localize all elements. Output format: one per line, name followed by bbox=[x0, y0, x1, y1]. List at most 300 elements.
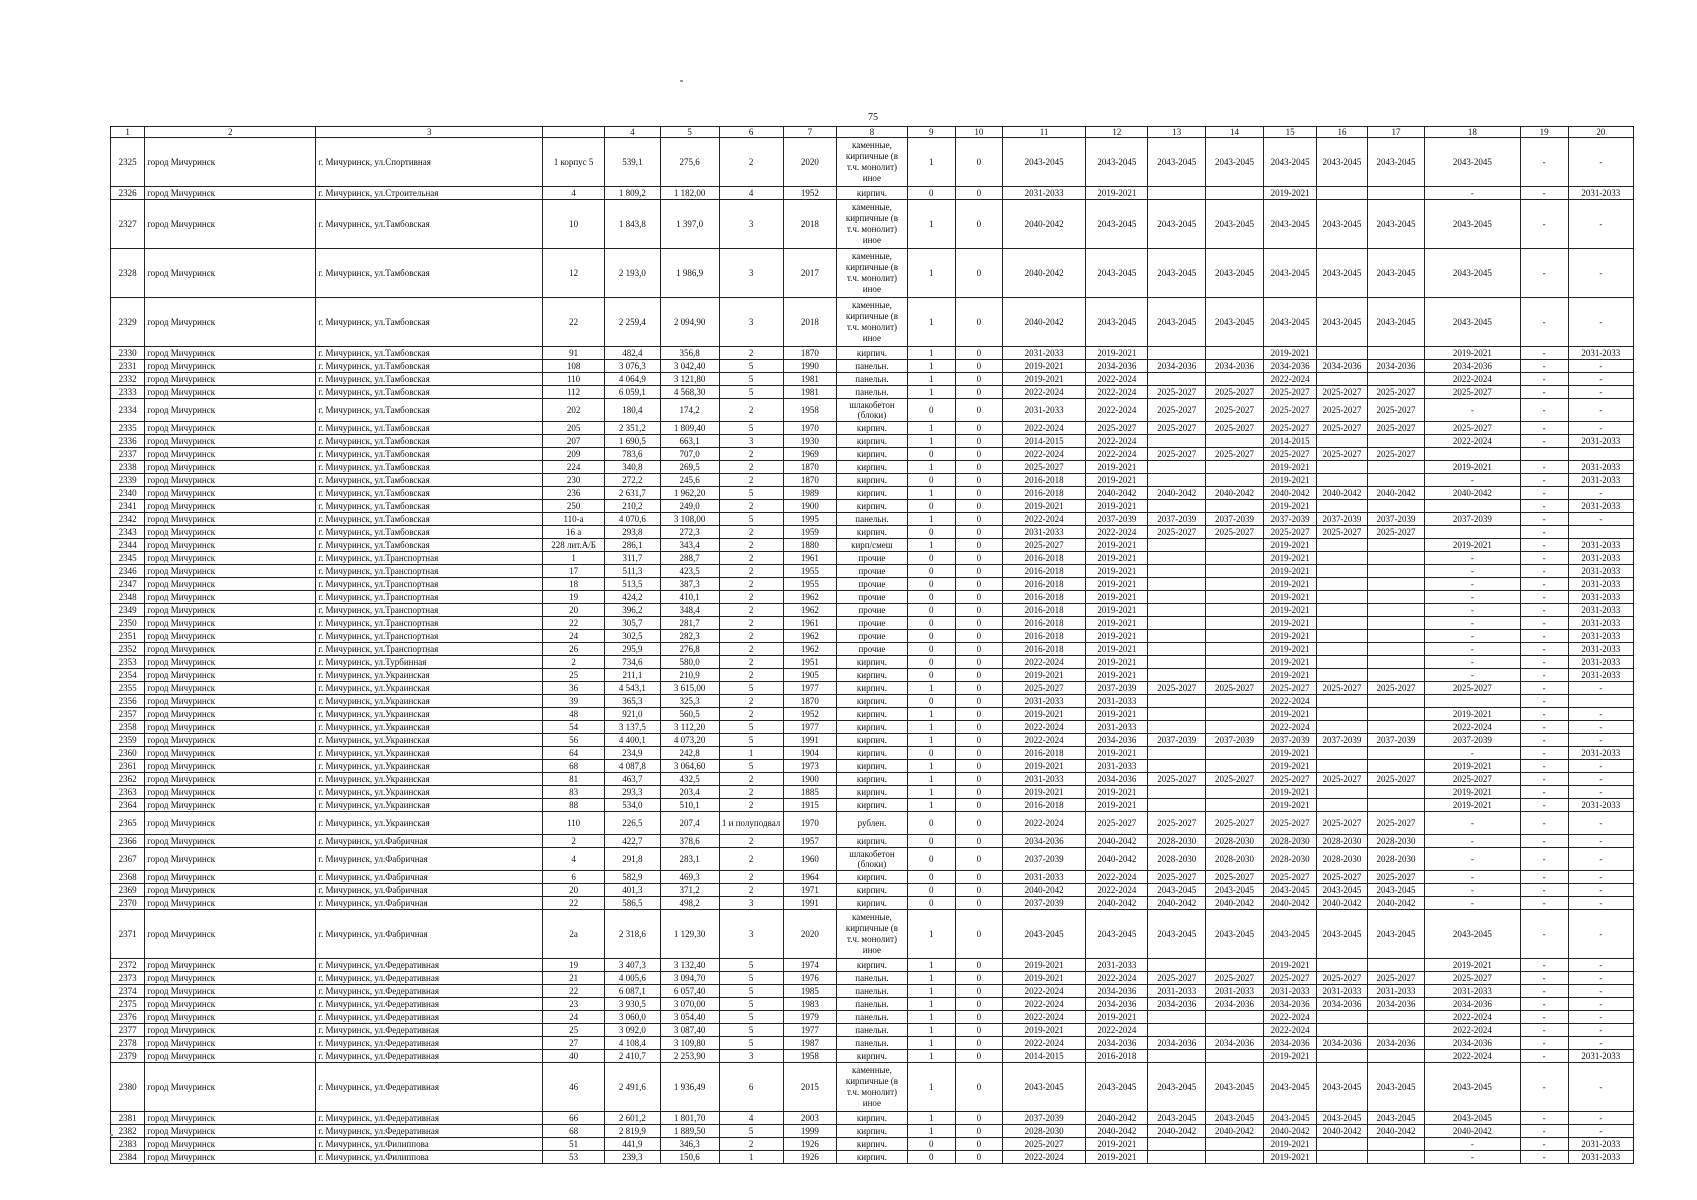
table-cell: 0 bbox=[955, 799, 1002, 812]
table-cell: 0 bbox=[955, 721, 1002, 734]
table-cell: 2040-2042 bbox=[1206, 487, 1264, 500]
table-cell: г. Мичуринск, ул.Тамбовская bbox=[316, 526, 543, 539]
table-cell: город Мичуринск bbox=[145, 871, 316, 884]
table-cell: 2043-2045 bbox=[1367, 138, 1425, 187]
table-row bbox=[111, 1024, 1634, 1037]
table-cell: 1 bbox=[907, 1112, 955, 1125]
table-cell: 469,3 bbox=[660, 871, 719, 884]
table-cell: 2330 bbox=[111, 347, 145, 360]
table-cell: 2037-2039 bbox=[1086, 682, 1148, 695]
table-row bbox=[111, 360, 1634, 373]
table-cell: г. Мичуринск, ул.Транспортная bbox=[316, 604, 543, 617]
table-cell: г. Мичуринск, ул.Тамбовская bbox=[316, 448, 543, 461]
registry-table-body bbox=[111, 127, 1634, 1164]
table-cell: 0 bbox=[955, 565, 1002, 578]
table-cell: - bbox=[1520, 760, 1568, 773]
table-cell: 2034-2036 bbox=[1263, 1037, 1316, 1050]
table-cell: 2019-2021 bbox=[1086, 552, 1148, 565]
table-cell bbox=[1206, 435, 1264, 448]
table-cell: 40 bbox=[543, 1050, 605, 1063]
table-cell bbox=[1148, 373, 1206, 386]
table-cell: 1900 bbox=[783, 773, 836, 786]
table-cell bbox=[1317, 721, 1367, 734]
table-cell: 207,4 bbox=[660, 812, 719, 835]
table-cell: 305,7 bbox=[605, 617, 661, 630]
table-cell: 3 112,20 bbox=[660, 721, 719, 734]
table-cell: г. Мичуринск, ул.Транспортная bbox=[316, 643, 543, 656]
table-cell: - bbox=[1568, 734, 1633, 747]
table-cell bbox=[1317, 669, 1367, 682]
table-cell: 423,5 bbox=[660, 565, 719, 578]
table-cell: - bbox=[1520, 656, 1568, 669]
table-cell: город Мичуринск bbox=[145, 884, 316, 897]
table-row bbox=[111, 1037, 1634, 1050]
table-cell: 2043-2045 bbox=[1425, 1112, 1520, 1125]
table-cell: 150,6 bbox=[660, 1151, 719, 1164]
table-cell: 2040-2042 bbox=[1206, 897, 1264, 910]
table-cell bbox=[1568, 695, 1633, 708]
table-cell: город Мичуринск bbox=[145, 848, 316, 871]
table-cell bbox=[1148, 187, 1206, 200]
table-cell: кирпич. bbox=[837, 422, 908, 435]
table-cell: 2019-2021 bbox=[1263, 347, 1316, 360]
table-cell: - bbox=[1425, 1138, 1520, 1151]
table-cell: 2 bbox=[719, 871, 783, 884]
table-cell: 2348 bbox=[111, 591, 145, 604]
table-cell: - bbox=[1568, 1011, 1633, 1024]
table-cell: 22 bbox=[543, 897, 605, 910]
table-cell bbox=[1367, 617, 1425, 630]
table-cell: кирпич. bbox=[837, 187, 908, 200]
table-cell: 0 bbox=[955, 669, 1002, 682]
table-row bbox=[111, 578, 1634, 591]
table-cell: 275,6 bbox=[660, 138, 719, 187]
table-cell: 2019-2021 bbox=[1002, 669, 1085, 682]
table-cell: 1991 bbox=[783, 734, 836, 747]
table-cell: - bbox=[1568, 298, 1633, 347]
table-cell: город Мичуринск bbox=[145, 910, 316, 959]
table-cell: город Мичуринск bbox=[145, 474, 316, 487]
table-cell: 2043-2045 bbox=[1367, 1112, 1425, 1125]
table-cell: город Мичуринск bbox=[145, 187, 316, 200]
table-cell: 1880 bbox=[783, 539, 836, 552]
table-cell: 2 410,7 bbox=[605, 1050, 661, 1063]
table-cell: 3 bbox=[719, 298, 783, 347]
table-row bbox=[111, 669, 1634, 682]
table-cell: - bbox=[1425, 630, 1520, 643]
table-cell: кирпич. bbox=[837, 835, 908, 848]
table-cell: 2365 bbox=[111, 812, 145, 835]
column-number-cell: 12 bbox=[1086, 127, 1148, 138]
table-row bbox=[111, 373, 1634, 386]
table-cell: город Мичуринск bbox=[145, 1063, 316, 1112]
table-cell: 1959 bbox=[783, 526, 836, 539]
table-cell: кирпич. bbox=[837, 448, 908, 461]
table-cell: 2043-2045 bbox=[1206, 884, 1264, 897]
table-cell: 2350 bbox=[111, 617, 145, 630]
table-row bbox=[111, 347, 1634, 360]
table-cell: панельн. bbox=[837, 386, 908, 399]
table-cell bbox=[1367, 552, 1425, 565]
table-cell: 2019-2021 bbox=[1086, 1138, 1148, 1151]
table-cell: 2375 bbox=[111, 998, 145, 1011]
table-cell bbox=[1367, 565, 1425, 578]
table-cell: 2025-2027 bbox=[1148, 422, 1206, 435]
table-cell: 2019-2021 bbox=[1263, 959, 1316, 972]
table-cell: 424,2 bbox=[605, 591, 661, 604]
table-cell: 371,2 bbox=[660, 884, 719, 897]
table-cell: город Мичуринск bbox=[145, 786, 316, 799]
table-cell bbox=[1317, 760, 1367, 773]
table-cell: - bbox=[1520, 526, 1568, 539]
table-cell: 0 bbox=[955, 526, 1002, 539]
table-cell: 2003 bbox=[783, 1112, 836, 1125]
table-cell: г. Мичуринск, ул.Украинская bbox=[316, 734, 543, 747]
table-cell: 2019-2021 bbox=[1086, 461, 1148, 474]
table-cell: 2025-2027 bbox=[1002, 539, 1085, 552]
table-cell: - bbox=[1425, 884, 1520, 897]
table-cell: 2025-2027 bbox=[1263, 871, 1316, 884]
table-row bbox=[111, 617, 1634, 630]
table-cell: 2022-2024 bbox=[1263, 373, 1316, 386]
table-cell: 1 bbox=[543, 552, 605, 565]
table-cell: 2 bbox=[719, 630, 783, 643]
table-cell: 2031-2033 bbox=[1148, 985, 1206, 998]
table-cell: - bbox=[1568, 985, 1633, 998]
table-cell bbox=[1367, 347, 1425, 360]
table-cell: 2022-2024 bbox=[1425, 1050, 1520, 1063]
table-cell: 2326 bbox=[111, 187, 145, 200]
table-cell: 2034-2036 bbox=[1317, 360, 1367, 373]
table-cell: 2019-2021 bbox=[1086, 786, 1148, 799]
table-cell: 0 bbox=[907, 578, 955, 591]
table-cell: 295,9 bbox=[605, 643, 661, 656]
table-cell: 2341 bbox=[111, 500, 145, 513]
table-cell: 2025-2027 bbox=[1367, 422, 1425, 435]
table-cell: 2043-2045 bbox=[1425, 200, 1520, 249]
table-cell: 2019-2021 bbox=[1263, 747, 1316, 760]
table-cell: 5 bbox=[719, 985, 783, 998]
table-cell bbox=[1367, 435, 1425, 448]
table-cell bbox=[1206, 799, 1264, 812]
table-cell: 2043-2045 bbox=[1148, 910, 1206, 959]
table-cell: 2368 bbox=[111, 871, 145, 884]
table-cell: 1 bbox=[907, 910, 955, 959]
table-cell: 2037-2039 bbox=[1263, 513, 1316, 526]
table-cell: 1 bbox=[907, 786, 955, 799]
table-cell: 0 bbox=[907, 474, 955, 487]
table-cell: 4 400,1 bbox=[605, 734, 661, 747]
table-cell: 17 bbox=[543, 565, 605, 578]
table-cell: 2040-2042 bbox=[1425, 1125, 1520, 1138]
table-cell: 1 bbox=[719, 747, 783, 760]
table-cell: 2 bbox=[719, 448, 783, 461]
table-cell: кирп/смеш bbox=[837, 539, 908, 552]
table-cell: 54 bbox=[543, 721, 605, 734]
table-cell: 2043-2045 bbox=[1206, 910, 1264, 959]
table-cell: 2031-2033 bbox=[1568, 1151, 1633, 1164]
table-cell: 2025-2027 bbox=[1367, 448, 1425, 461]
table-cell: 108 bbox=[543, 360, 605, 373]
table-cell: г. Мичуринск, ул.Украинская bbox=[316, 799, 543, 812]
table-cell: - bbox=[1520, 1138, 1568, 1151]
table-cell: 2043-2045 bbox=[1367, 249, 1425, 298]
table-cell: 2019-2021 bbox=[1263, 708, 1316, 721]
table-cell: 2031-2033 bbox=[1568, 578, 1633, 591]
table-cell: 3 060,0 bbox=[605, 1011, 661, 1024]
table-cell: 0 bbox=[955, 373, 1002, 386]
table-cell: 2025-2027 bbox=[1367, 386, 1425, 399]
table-cell: - bbox=[1520, 298, 1568, 347]
table-cell: 1 809,2 bbox=[605, 187, 661, 200]
table-cell: 2359 bbox=[111, 734, 145, 747]
table-cell: 23 bbox=[543, 998, 605, 1011]
table-cell: 0 bbox=[955, 591, 1002, 604]
table-row bbox=[111, 630, 1634, 643]
table-cell bbox=[1317, 1050, 1367, 1063]
table-cell: кирпич. bbox=[837, 959, 908, 972]
table-cell: 16 а bbox=[543, 526, 605, 539]
table-cell: 2019-2021 bbox=[1263, 617, 1316, 630]
table-cell: 1 bbox=[907, 373, 955, 386]
table-row bbox=[111, 695, 1634, 708]
table-cell: 3 615,00 bbox=[660, 682, 719, 695]
table-cell: - bbox=[1425, 578, 1520, 591]
table-cell: 2037-2039 bbox=[1002, 848, 1085, 871]
table-cell: 2043-2045 bbox=[1148, 884, 1206, 897]
table-cell bbox=[1317, 617, 1367, 630]
table-cell: 0 bbox=[955, 1037, 1002, 1050]
table-cell: 2025-2027 bbox=[1317, 526, 1367, 539]
table-cell: 4 108,4 bbox=[605, 1037, 661, 1050]
table-cell: г. Мичуринск, ул.Тамбовская bbox=[316, 422, 543, 435]
table-cell: г. Мичуринск, ул.Тамбовская bbox=[316, 500, 543, 513]
table-cell: - bbox=[1520, 747, 1568, 760]
table-cell: 2353 bbox=[111, 656, 145, 669]
table-cell: - bbox=[1425, 552, 1520, 565]
table-cell: г. Мичуринск, ул.Федеративная bbox=[316, 1125, 543, 1138]
table-cell: 25 bbox=[543, 669, 605, 682]
table-cell: город Мичуринск bbox=[145, 835, 316, 848]
table-cell: 1962 bbox=[783, 591, 836, 604]
table-cell: - bbox=[1568, 848, 1633, 871]
table-cell: 2016-2018 bbox=[1002, 630, 1085, 643]
table-cell: 0 bbox=[955, 187, 1002, 200]
table-cell: 2040-2042 bbox=[1317, 897, 1367, 910]
table-cell: 110 bbox=[543, 812, 605, 835]
table-cell: 348,4 bbox=[660, 604, 719, 617]
table-cell: 2019-2021 bbox=[1263, 1151, 1316, 1164]
table-cell: кирпич. bbox=[837, 500, 908, 513]
table-cell: шлакобетон (блоки) bbox=[837, 399, 908, 422]
table-cell: - bbox=[1520, 552, 1568, 565]
table-cell bbox=[1148, 539, 1206, 552]
table-cell: 2028-2030 bbox=[1206, 835, 1264, 848]
table-cell bbox=[1367, 1138, 1425, 1151]
table-cell: 22 bbox=[543, 298, 605, 347]
table-cell: 1 bbox=[907, 360, 955, 373]
table-cell bbox=[1367, 373, 1425, 386]
table-cell bbox=[1367, 1050, 1425, 1063]
table-cell: город Мичуринск bbox=[145, 1151, 316, 1164]
table-cell: 2031-2033 bbox=[1086, 695, 1148, 708]
table-cell: 2019-2021 bbox=[1263, 760, 1316, 773]
table-cell: 2016-2018 bbox=[1002, 552, 1085, 565]
table-cell bbox=[1367, 786, 1425, 799]
table-cell: город Мичуринск bbox=[145, 1138, 316, 1151]
table-cell: 3 bbox=[719, 435, 783, 448]
column-number-cell: 16 bbox=[1317, 127, 1367, 138]
table-cell: 2031-2033 bbox=[1086, 721, 1148, 734]
table-cell: - bbox=[1520, 1063, 1568, 1112]
table-cell: 1 bbox=[907, 1024, 955, 1037]
table-cell: 2037-2039 bbox=[1086, 513, 1148, 526]
table-cell bbox=[1317, 747, 1367, 760]
table-cell: 2016-2018 bbox=[1002, 474, 1085, 487]
table-cell: 2019-2021 bbox=[1263, 1138, 1316, 1151]
table-cell: 0 bbox=[955, 747, 1002, 760]
table-cell: 2 bbox=[719, 347, 783, 360]
table-cell: 2034-2036 bbox=[1425, 1037, 1520, 1050]
table-cell: - bbox=[1520, 786, 1568, 799]
table-cell: 0 bbox=[955, 1151, 1002, 1164]
table-cell bbox=[1317, 604, 1367, 617]
table-cell: - bbox=[1520, 643, 1568, 656]
table-cell bbox=[1367, 799, 1425, 812]
table-cell: - bbox=[1520, 1024, 1568, 1037]
table-cell: 2043-2045 bbox=[1148, 298, 1206, 347]
table-cell: г. Мичуринск, ул.Федеративная bbox=[316, 1050, 543, 1063]
table-cell: 1989 bbox=[783, 487, 836, 500]
table-cell: 0 bbox=[955, 695, 1002, 708]
table-cell: 2031-2033 bbox=[1568, 187, 1633, 200]
table-cell: 2043-2045 bbox=[1002, 910, 1085, 959]
table-cell: 580,0 bbox=[660, 656, 719, 669]
table-cell: 0 bbox=[907, 1151, 955, 1164]
table-cell: 0 bbox=[955, 578, 1002, 591]
table-cell: 2019-2021 bbox=[1086, 630, 1148, 643]
table-cell: 2355 bbox=[111, 682, 145, 695]
table-cell: город Мичуринск bbox=[145, 708, 316, 721]
table-cell: 302,5 bbox=[605, 630, 661, 643]
table-cell: 2019-2021 bbox=[1002, 760, 1085, 773]
table-cell: 2031-2033 bbox=[1568, 799, 1633, 812]
table-cell: панельн. bbox=[837, 1024, 908, 1037]
table-cell: 283,1 bbox=[660, 848, 719, 871]
table-cell bbox=[1148, 695, 1206, 708]
table-cell: 2031-2033 bbox=[1568, 656, 1633, 669]
table-cell bbox=[1206, 630, 1264, 643]
table-cell: 6 057,40 bbox=[660, 985, 719, 998]
table-cell: 4 bbox=[719, 1112, 783, 1125]
table-cell: - bbox=[1520, 708, 1568, 721]
table-cell: г. Мичуринск, ул.Украинская bbox=[316, 747, 543, 760]
table-cell: 51 bbox=[543, 1138, 605, 1151]
table-cell: 1983 bbox=[783, 998, 836, 1011]
table-cell: 2331 bbox=[111, 360, 145, 373]
table-cell: 2043-2045 bbox=[1206, 200, 1264, 249]
table-cell: 24 bbox=[543, 1011, 605, 1024]
table-cell: 2034-2036 bbox=[1086, 985, 1148, 998]
table-cell: 1955 bbox=[783, 565, 836, 578]
table-cell: панельн. bbox=[837, 972, 908, 985]
table-cell: 0 bbox=[907, 565, 955, 578]
table-cell: 2031-2033 bbox=[1568, 565, 1633, 578]
table-cell: 2366 bbox=[111, 835, 145, 848]
table-cell: 463,7 bbox=[605, 773, 661, 786]
table-cell: 2340 bbox=[111, 487, 145, 500]
table-cell: 0 bbox=[955, 1138, 1002, 1151]
table-cell: 2034-2036 bbox=[1086, 773, 1148, 786]
table-cell: г. Мичуринск, ул.Тамбовская bbox=[316, 487, 543, 500]
table-cell: 3 930,5 bbox=[605, 998, 661, 1011]
table-cell: 1977 bbox=[783, 721, 836, 734]
table-cell: город Мичуринск bbox=[145, 669, 316, 682]
table-cell: 0 bbox=[907, 399, 955, 422]
table-cell: 2019-2021 bbox=[1086, 1011, 1148, 1024]
table-cell: 2 253,90 bbox=[660, 1050, 719, 1063]
table-cell: - bbox=[1568, 721, 1633, 734]
table-cell: г. Мичуринск, ул.Тамбовская bbox=[316, 461, 543, 474]
table-cell: город Мичуринск bbox=[145, 959, 316, 972]
table-cell: город Мичуринск bbox=[145, 487, 316, 500]
table-cell: шлакобетон (блоки) bbox=[837, 848, 908, 871]
table-cell: - bbox=[1520, 500, 1568, 513]
table-cell: 1 801,70 bbox=[660, 1112, 719, 1125]
table-cell: 0 bbox=[955, 1050, 1002, 1063]
table-row bbox=[111, 721, 1634, 734]
table-cell: - bbox=[1520, 591, 1568, 604]
table-cell: 0 bbox=[955, 1024, 1002, 1037]
table-cell: 2361 bbox=[111, 760, 145, 773]
table-cell: 2 259,4 bbox=[605, 298, 661, 347]
table-cell: 2025-2027 bbox=[1317, 682, 1367, 695]
table-cell: 2019-2021 bbox=[1086, 643, 1148, 656]
column-number-row bbox=[111, 127, 1634, 138]
table-row bbox=[111, 539, 1634, 552]
table-row bbox=[111, 1125, 1634, 1138]
table-cell: 4 005,6 bbox=[605, 972, 661, 985]
table-cell: 2031-2033 bbox=[1568, 435, 1633, 448]
column-number-cell: 15 bbox=[1263, 127, 1316, 138]
table-cell: 0 bbox=[955, 656, 1002, 669]
table-cell: - bbox=[1568, 998, 1633, 1011]
table-row bbox=[111, 643, 1634, 656]
table-cell: 2022-2024 bbox=[1002, 422, 1085, 435]
table-cell bbox=[1206, 1138, 1264, 1151]
table-cell: 276,8 bbox=[660, 643, 719, 656]
table-cell: 1981 bbox=[783, 373, 836, 386]
table-cell: 2372 bbox=[111, 959, 145, 972]
table-cell: 5 bbox=[719, 1125, 783, 1138]
table-cell: 2380 bbox=[111, 1063, 145, 1112]
table-cell bbox=[1367, 669, 1425, 682]
table-row bbox=[111, 1063, 1634, 1112]
table-cell: город Мичуринск bbox=[145, 461, 316, 474]
table-cell: 2019-2021 bbox=[1263, 604, 1316, 617]
table-cell: 2034-2036 bbox=[1367, 1037, 1425, 1050]
table-cell: 2031-2033 bbox=[1086, 760, 1148, 773]
table-cell: 5 bbox=[719, 959, 783, 972]
table-cell: г. Мичуринск, ул.Украинская bbox=[316, 695, 543, 708]
table-cell bbox=[1148, 552, 1206, 565]
table-cell: г. Мичуринск, ул.Фабричная bbox=[316, 897, 543, 910]
table-cell: 0 bbox=[955, 1112, 1002, 1125]
table-cell bbox=[1148, 617, 1206, 630]
table-cell: 202 bbox=[543, 399, 605, 422]
table-cell: город Мичуринск bbox=[145, 578, 316, 591]
table-cell: 2 351,2 bbox=[605, 422, 661, 435]
